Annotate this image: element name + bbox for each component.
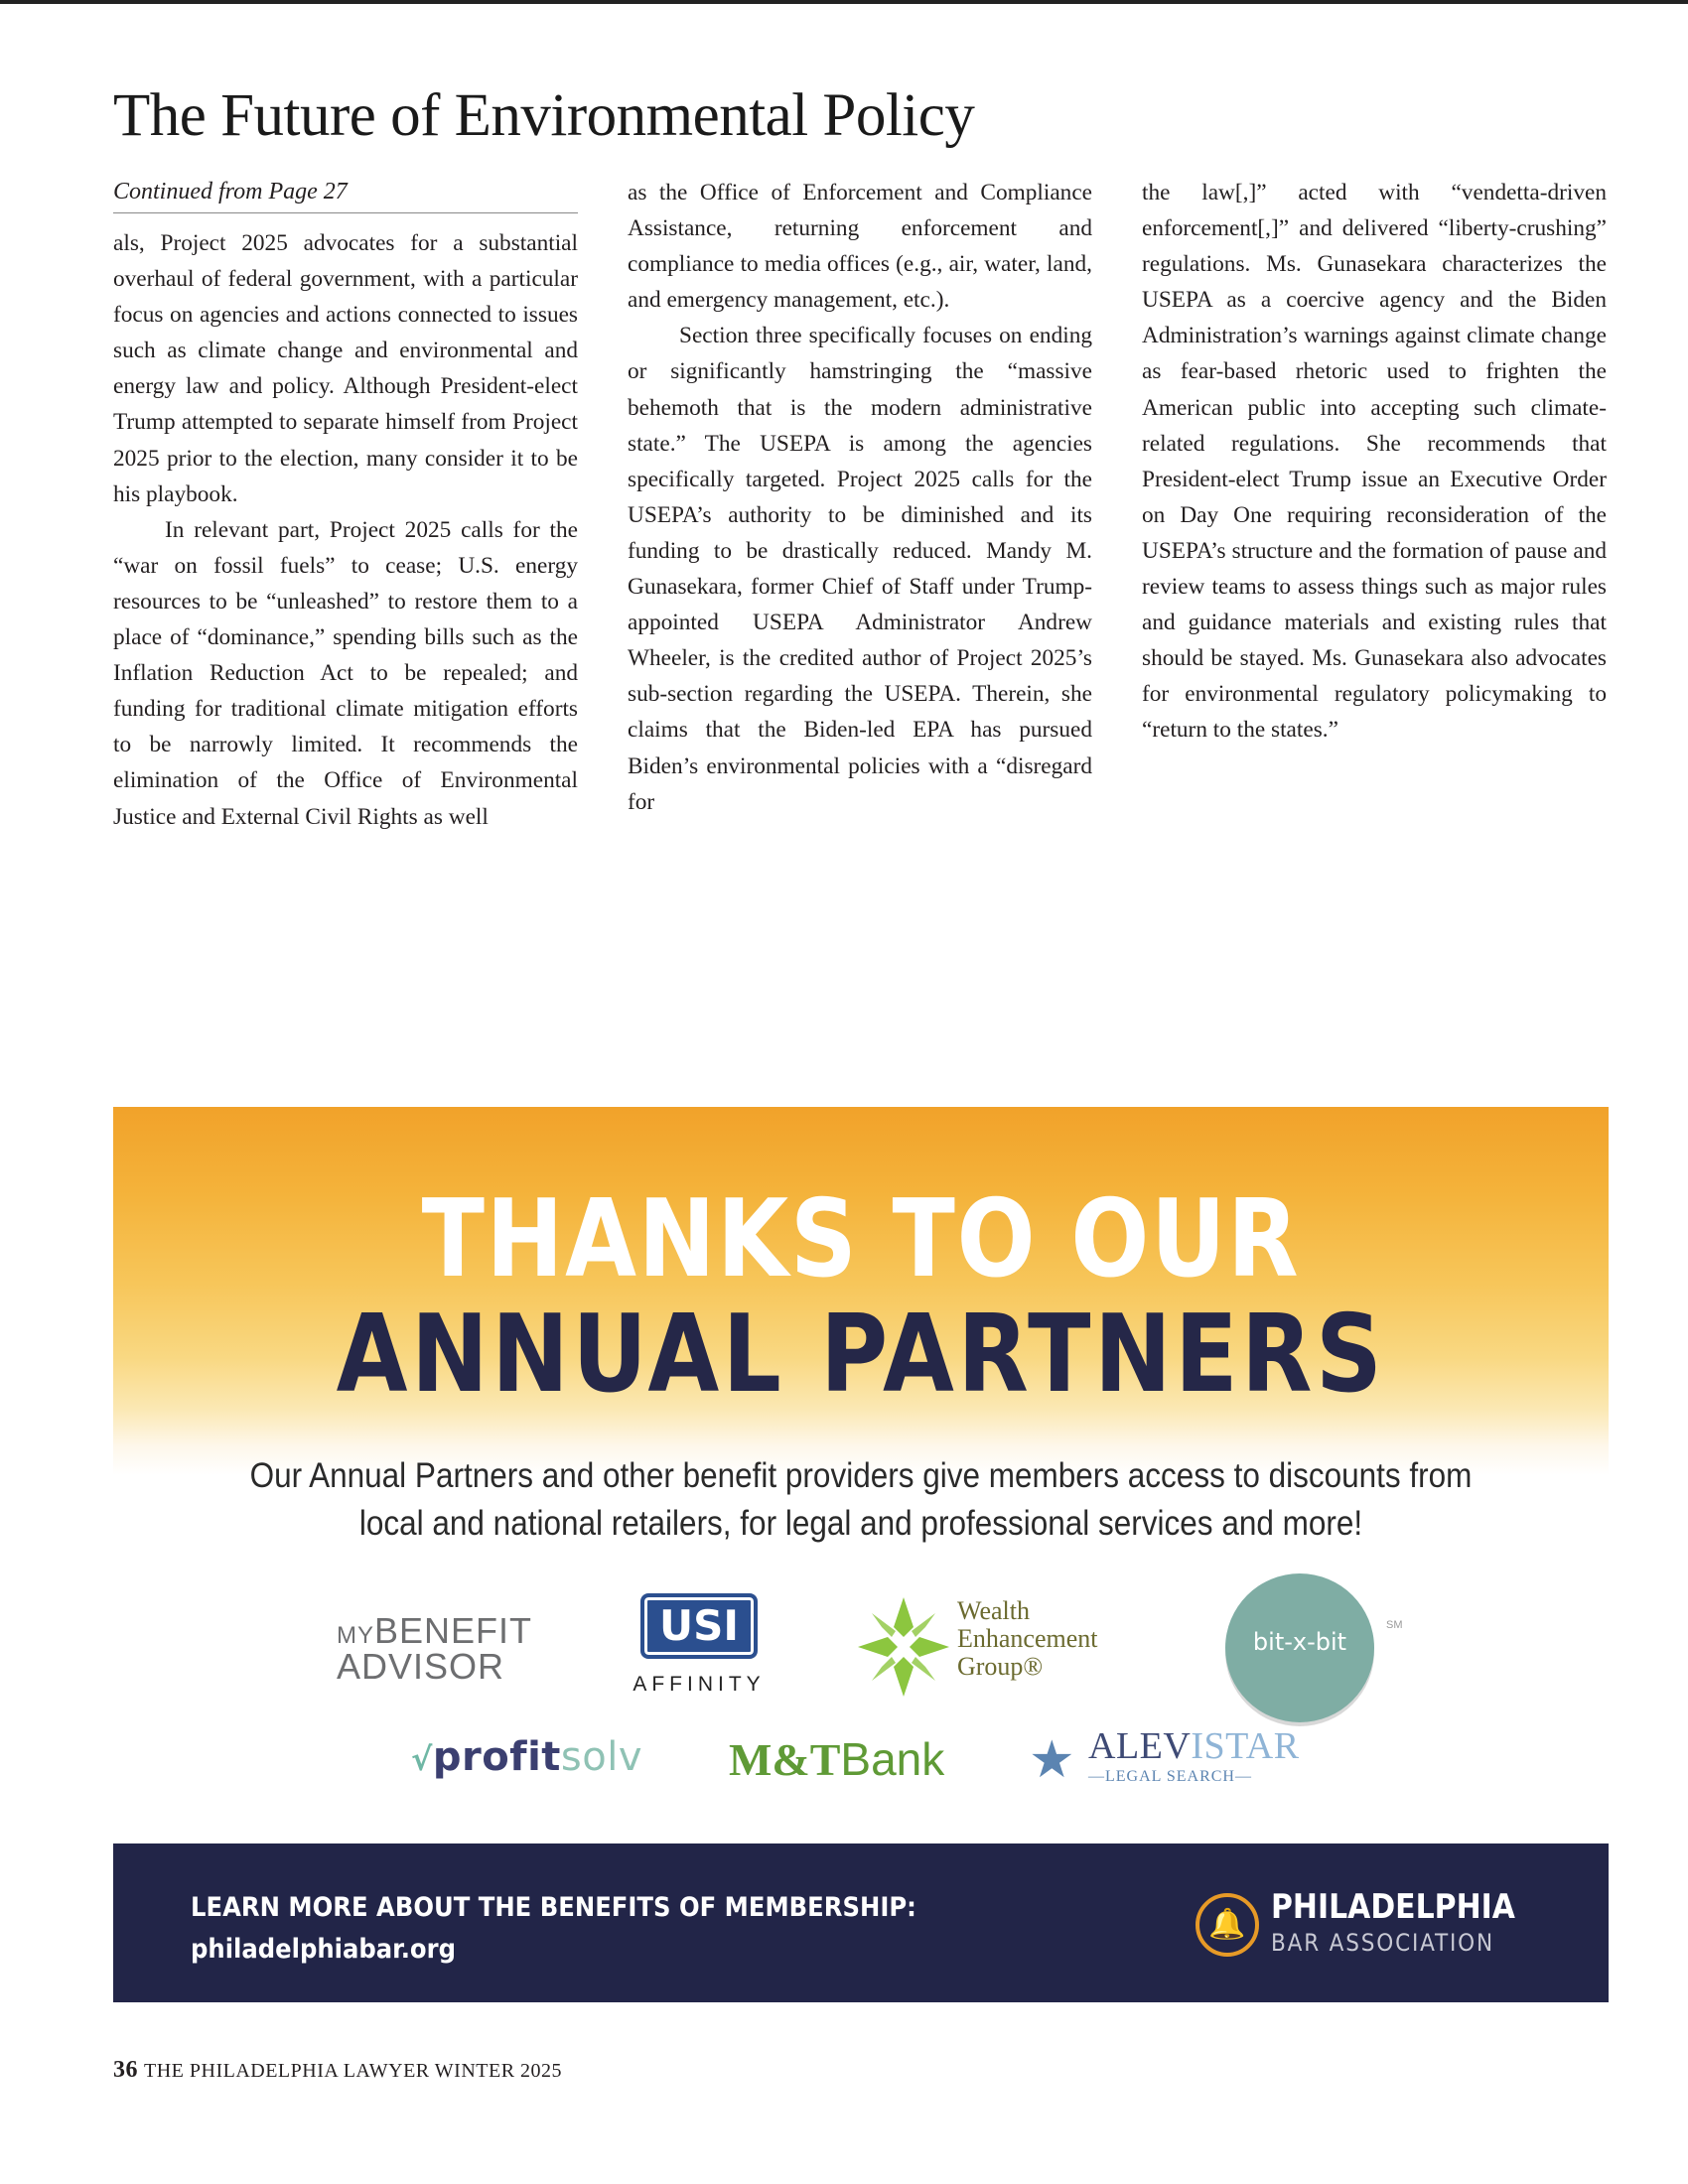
paragraph: In relevant part, Project 2025 calls for the “war on fossil fuels” to cease; U.S. energy resources to be “unleashed” to restore them to a place of “dominance,” spending bills such as the Inflation Reduction Act to be repealed; and funding for traditional climate mitigation efforts to be narrowly limited. It recommends the elimination of the Office of Environmental Justice and External Civil Rights as well	[113, 516, 578, 830]
membership-bar	[113, 1843, 1609, 2002]
philadelphia-bar-association-logo	[1196, 1885, 1543, 1965]
logo-text: AFFINITY	[633, 1673, 766, 1696]
logo-text: MY	[337, 1622, 374, 1649]
logo-text: BAR ASSOCIATION	[1271, 1929, 1494, 1957]
logo-text: Group®	[957, 1652, 1044, 1681]
publication-name: THE PHILADELPHIA LAWYER WINTER 2025	[144, 2060, 563, 2082]
mybenefitadvisor-logo	[337, 1610, 535, 1687]
logo-text: solv	[560, 1734, 643, 1780]
continued-note: Continued from Page 27	[113, 175, 578, 213]
logo-text: Enhancement	[957, 1624, 1098, 1653]
service-mark: SM	[1386, 1619, 1403, 1631]
ad-subtext: Our Annual Partners and other benefit providers give members access to discounts from local and national retailers, for legal and professional services and more!	[249, 1456, 1473, 1543]
article-headline: The Future of Environmental Policy	[113, 82, 975, 149]
page-number: 36	[113, 2057, 138, 2083]
wealth-enhancement-group-logo	[858, 1597, 1156, 1706]
logo-text: ADVISOR	[337, 1646, 505, 1687]
check-icon: √	[411, 1740, 433, 1778]
logo-text: Bank	[840, 1733, 945, 1785]
top-rule	[0, 0, 1688, 4]
mt-bank-logo	[729, 1732, 944, 1786]
learn-more-text: LEARN MORE ABOUT THE BENEFITS OF MEMBERSHIP:	[191, 1892, 916, 1923]
logo-text: bit-x-bit	[1252, 1628, 1347, 1656]
website-link[interactable]: philadelphiabar.org	[191, 1934, 457, 1965]
paragraph: als, Project 2025 advocates for a substantial overhaul of federal government, with a particular focus on agencies and actions connected to issues such as climate change and environmental and energy law and policy. Although President-elect Trump attempted to separate himself from Project 2025 prior to the election, many consider it to be his playbook.	[113, 230, 578, 507]
profitsolv-logo	[411, 1734, 642, 1780]
star-emblem-icon	[858, 1597, 949, 1697]
paragraph: Section three specifically focuses on ending or significantly hamstringing the “massive behemoth that is the modern administrative state.” The USEPA is among the agencies specifically targeted. Project 2025 calls for the USEPA’s authority to be diminished and its funding to be drastically reduced. Mandy M. Gunasekara, former Chief of Staff under Trump-appointed USEPA Administrator Andrew Wheeler, is the credited author of Project 2025’s sub-section regarding the USEPA. Therein, she claims that the Biden-led EPA has pursued Biden’s environmental policies with a “disregard for	[628, 323, 1092, 815]
logo-text: profit	[432, 1734, 561, 1780]
ad-heading-line-1: THANKS TO OUR	[421, 1177, 1301, 1301]
partners-advertisement	[113, 1107, 1609, 1965]
logo-text: PHILADELPHIA	[1271, 1887, 1515, 1927]
liberty-bell-icon: 🔔	[1196, 1893, 1259, 1957]
logo-text: —LEGAL SEARCH—	[1088, 1768, 1252, 1785]
article-column-3	[1142, 175, 1607, 749]
logo-text: ISTAR	[1191, 1725, 1300, 1767]
star-icon: ★	[1029, 1731, 1075, 1789]
article-column-2	[628, 175, 1092, 820]
logo-text: M&T	[729, 1734, 841, 1785]
page-footer	[113, 2057, 562, 2084]
usi-badge: USI	[640, 1593, 758, 1659]
bit-x-bit-logo	[1225, 1573, 1374, 1722]
paragraph: the law[,]” acted with “vendetta-driven enforcement[,]” and delivered “liberty-crushing” regulations. Ms. Gunasekara characterizes the USEPA as a coercive agency and the Biden Administration’s warnings against climate change as fear-based rhetoric used to frighten the American public into accepting such climate-related regulations. She recommends that President-elect Trump issue an Executive Order on Day One requiring reconsideration of the USEPA’s structure and the formation of pause and review teams to assess things such as major rules and guidance materials and existing rules that should be stayed. Ms. Gunasekara also advocates for environmental regulatory policymaking to “return to the states.”	[1142, 180, 1607, 744]
logo-text: Wealth	[957, 1596, 1030, 1625]
paragraph: as the Office of Enforcement and Compliance Assistance, returning enforcement and compliance to media offices (e.g., air, water, land, and emergency management, etc.).	[628, 180, 1092, 314]
article-column-1	[113, 175, 578, 835]
logo-text: BENEFIT	[374, 1610, 533, 1651]
usi-affinity-logo	[615, 1593, 783, 1697]
logo-text: ALEV	[1088, 1725, 1192, 1767]
ad-heading-line-2: ANNUAL PARTNERS	[336, 1293, 1386, 1417]
